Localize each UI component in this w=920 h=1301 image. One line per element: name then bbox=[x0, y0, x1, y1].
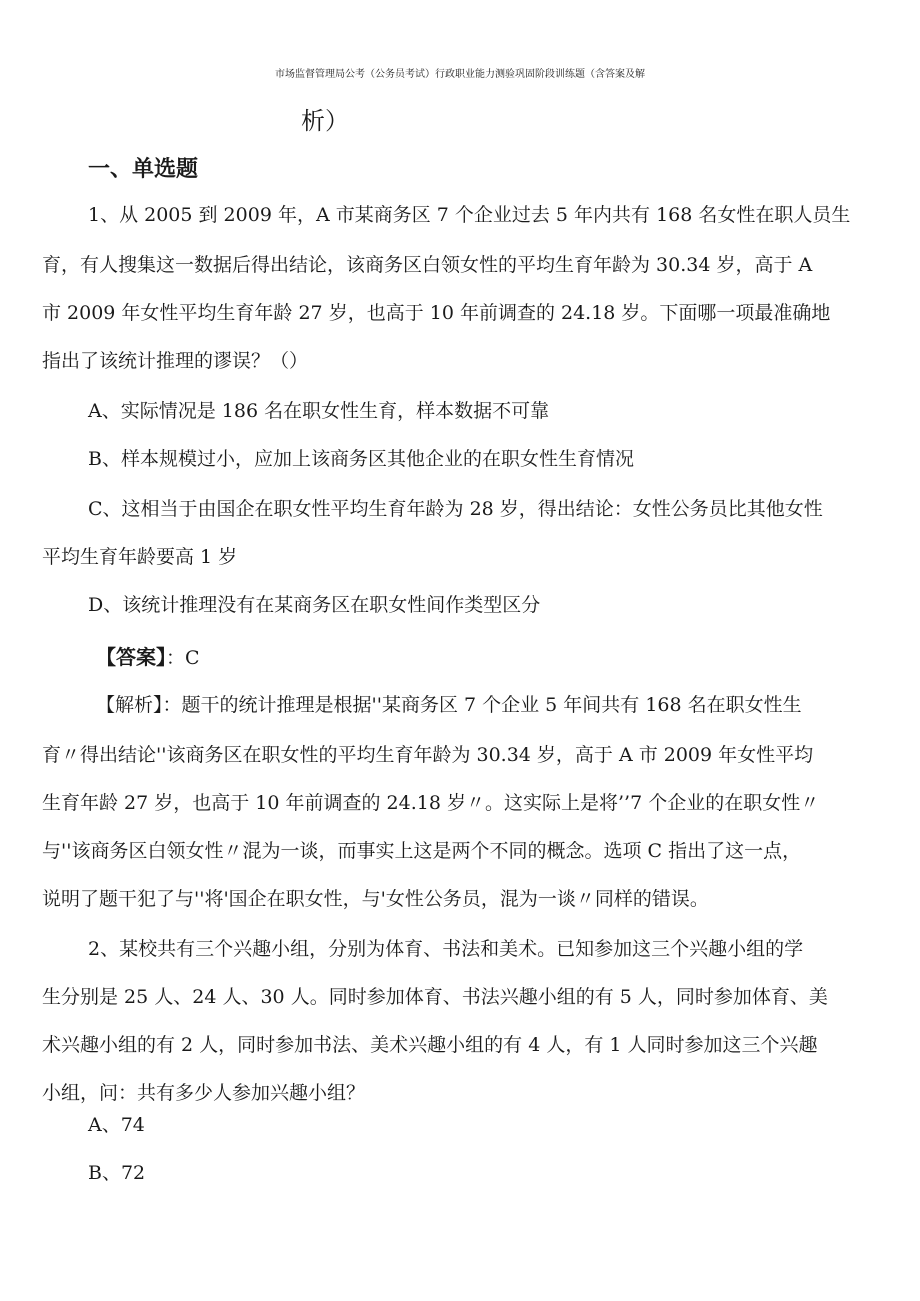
q1-analysis-line: 说明了题干犯了与''将'国企在职女性，与'女性公务员，混为一谈〃同样的错误。 bbox=[42, 888, 709, 910]
answer-label: 【答案】 bbox=[96, 645, 166, 669]
answer-value: ：C bbox=[166, 647, 200, 669]
q1-stem-line: 市 2009 年女性平均生育年龄 27 岁，也高于 10 年前调查的 24.18 岁。下面哪一项最准确地 bbox=[42, 302, 831, 324]
q1-option-c-cont: 平均生育年龄要高 1 岁 bbox=[42, 546, 238, 568]
q1-stem-line: 1、从 2005 到 2009 年，A 市某商务区 7 个企业过去 5 年内共有 168 名女性在职人员生 bbox=[88, 204, 851, 226]
q1-option-a: A、实际情况是 186 名在职女性生育，样本数据不可靠 bbox=[88, 400, 550, 422]
q1-analysis-line bbox=[96, 690, 802, 720]
q1-stem-line: 指出了该统计推理的谬误？（） bbox=[42, 350, 309, 372]
doc-title-line-1: 市场监督管理局公考（公务员考试）行政职业能力测验巩固阶段训练题（含答案及解 bbox=[275, 69, 645, 80]
q1-option-d: D、该统计推理没有在某商务区在职女性间作类型区分 bbox=[88, 594, 541, 616]
q1-analysis-line: 育〃得出结论''该商务区在职女性的平均生育年龄为 30.34 岁，高于 A 市 2009 年女性平均 bbox=[42, 744, 814, 766]
q1-option-c: C、这相当于由国企在职女性平均生育年龄为 28 岁，得出结论：女性公务员比其他女性 bbox=[88, 498, 823, 520]
q1-analysis-line: 生育年龄 27 岁，也高于 10 年前调查的 24.18 岁〃。这实际上是将’’7 个企业的在职女性〃 bbox=[42, 792, 820, 814]
q2-option-a: A、74 bbox=[88, 1114, 145, 1136]
q1-stem-line: 育，有人搜集这一数据后得出结论，该商务区白领女性的平均生育年龄为 30.34 岁，高于 A bbox=[42, 254, 813, 276]
q1-analysis-line: 与''该商务区白领女性〃混为一谈，而事实上这是两个不同的概念。选项 C 指出了这一点， bbox=[42, 840, 802, 862]
doc-title-line-2: 析） bbox=[301, 107, 349, 135]
analysis-text: ：题干的统计推理是根据''某商务区 7 个企业 5 年间共有 168 名在职女性生 bbox=[162, 694, 802, 716]
q2-stem-line: 生分别是 25 人、24 人、30 人。同时参加体育、书法兴趣小组的有 5 人，同时参加体育、美 bbox=[42, 986, 828, 1008]
q2-option-b: B、72 bbox=[88, 1162, 146, 1184]
q2-stem-line: 2、某校共有三个兴趣小组，分别为体育、书法和美术。已知参加这三个兴趣小组的学 bbox=[88, 938, 804, 960]
section-heading: 一、单选题 bbox=[88, 157, 199, 182]
analysis-label: 【解析】 bbox=[96, 694, 163, 716]
q1-option-b: B、样本规模过小，应加上该商务区其他企业的在职女性生育情况 bbox=[88, 448, 634, 470]
q1-answer bbox=[96, 642, 200, 673]
q2-stem-line: 小组，问：共有多少人参加兴趣小组？ bbox=[42, 1082, 366, 1104]
q2-stem-line: 术兴趣小组的有 2 人，同时参加书法、美术兴趣小组的有 4 人，有 1 人同时参加这三个兴趣 bbox=[42, 1034, 818, 1056]
